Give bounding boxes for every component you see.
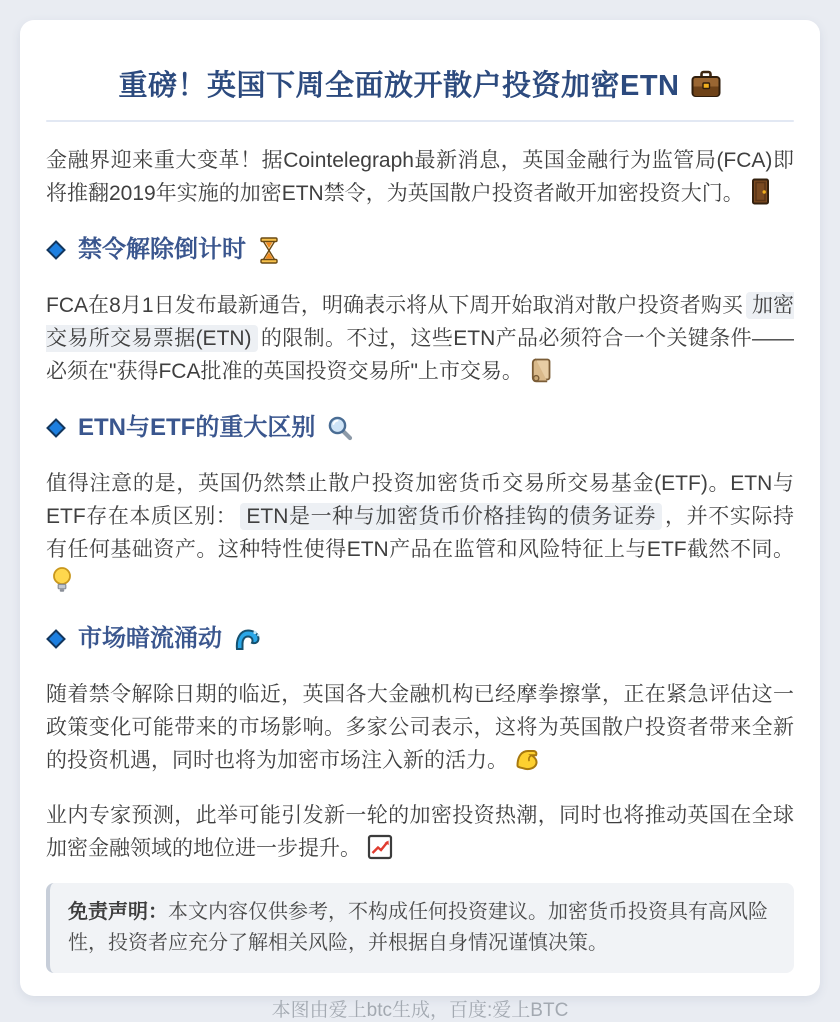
body-text: ，并不实际持有任何基础资产。这种特性使得ETN产品在监管和风险特征上与ETF截然不同。 [46,505,795,561]
intro-paragraph [46,144,794,210]
disclaimer-box [46,883,794,973]
title-divider [46,120,794,122]
blue-diamond-icon [46,629,66,649]
wave-icon [234,627,261,652]
intro-text: 金融界迎来重大变革！据Cointelegraph最新消息，英国金融行为监管局(FCA)即将推翻2019年实施的加密ETN禁令，为英国散户投资者敞开加密投资大门。 [46,149,794,205]
footer-credit: 本图由爱上btc生成，百度:爱上BTC [271,1000,569,1021]
disclaimer-label: 免责声明： [68,901,168,923]
highlight-etn-definition: ETN是一种与加密货币价格挂钩的债务证券 [240,503,662,530]
door-icon [750,178,771,205]
section-heading-etn-vs-etf [46,411,794,445]
blue-diamond-icon [46,418,66,438]
blue-diamond-icon [46,240,66,260]
body-text: 随着禁令解除日期的临近，英国各大金融机构已经摩拳擦掌，正在紧急评估这一政策变化可能带来的市场影响。多家公司表示，这将为英国散户投资者带来全新的投资机遇，同时也将为加密市场注入新的活力。 [46,683,794,772]
briefcase-icon [690,70,722,100]
body-text: 的限制。不过，这些ETN产品必须符合一个关键条件——必须在"获得FCA批准的英国投资交易所"上市交易。 [46,327,794,383]
market-paragraph-1 [46,678,794,777]
page-title-text: 重磅！英国下周全面放开散户投资加密ETN [118,70,680,102]
magnifier-icon [327,415,353,441]
section-heading-text: 市场暗流涌动 [78,625,222,652]
body-text: FCA在8月1日发布最新通告，明确表示将从下周开始取消对散户投资者购买 [46,294,743,317]
body-text: 业内专家预测，此举可能引发新一轮的加密投资热潮，同时也将推动英国在全球加密金融领域的地位进一步提升。 [46,804,794,860]
body-text: 值得注意的是，英国仍然禁止散户投资加密货币交易所交易基金(ETF)。ETN与ETF存在本质区别： [46,472,794,528]
highlight-etn-note: 加密交易所交易票据(ETN) [46,294,795,350]
lightbulb-icon [52,566,72,594]
section-heading-text: ETN与ETF的重大区别 [78,414,316,441]
section-heading-market [46,622,794,656]
countdown-paragraph [46,289,794,388]
market-paragraph-2 [46,799,794,865]
etn-vs-etf-paragraph [46,467,794,599]
hourglass-icon [258,237,280,264]
section-heading-text: 禁令解除倒计时 [78,236,246,263]
scroll-icon [529,357,552,383]
page-title [46,66,794,106]
article-card [20,20,820,1021]
section-heading-countdown [46,233,794,267]
chart-up-icon [367,834,393,860]
flexed-biceps-icon [514,747,540,772]
disclaimer-text: 本文内容仅供参考，不构成任何投资建议。加密货币投资具有高风险性，投资者应充分了解相关风险，并根据自身情况谨慎决策。 [68,901,768,954]
